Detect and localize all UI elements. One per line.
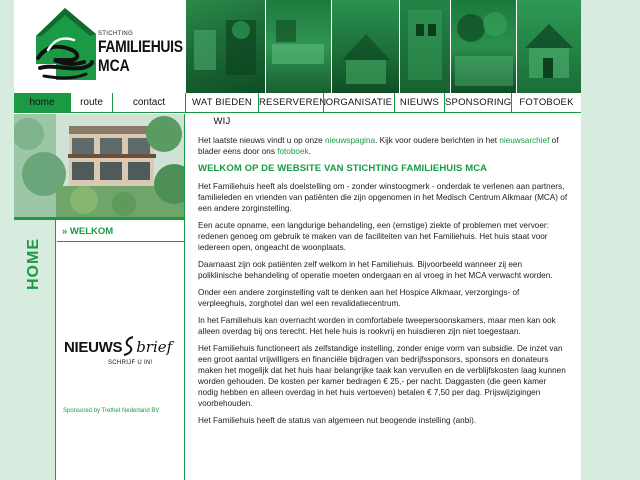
house-photo xyxy=(14,114,184,217)
nieuwspagina-link[interactable]: nieuwspagina xyxy=(324,136,376,145)
navigation-bar xyxy=(14,93,581,127)
nav-fotoboek[interactable]: FOTOBOEK xyxy=(511,93,581,113)
nieuwsbrief-word-1: NIEUWS xyxy=(64,339,123,356)
content-paragraph: Het Familiehuis heeft de status van algemeen nut beogende instelling (anbi). xyxy=(198,416,477,425)
header-photo-2 xyxy=(265,0,331,93)
sidebar-welkom-link[interactable] xyxy=(57,220,184,242)
intro-text-3: of blader eens door ons xyxy=(198,136,559,156)
welkom-label: » WELKOM xyxy=(62,226,114,237)
nav-sponsoring[interactable]: SPONSORING xyxy=(444,93,511,113)
swoosh-icon xyxy=(122,335,136,357)
nav-organisatie[interactable]: ORGANISATIE xyxy=(323,93,394,113)
header-photo-3 xyxy=(331,0,399,93)
house-hands-logo-icon xyxy=(32,6,98,84)
page-margin-left xyxy=(0,0,14,480)
intro-text-1: Het laatste nieuws vindt u op onze xyxy=(198,136,325,145)
intro-paragraph xyxy=(198,135,568,157)
page-margin-right xyxy=(581,0,640,480)
intro-text-4: . xyxy=(308,147,311,156)
subnav-contact[interactable]: contact xyxy=(132,97,166,108)
content-paragraph: Onder een andere zorginstelling valt te denken aan het Hospice Alkmaar, verzorgings- of verpleeghuis, zorghotel dan wel een revalidatiecentrum. xyxy=(198,288,520,308)
nieuwsbrief-banner[interactable] xyxy=(64,335,173,366)
sidebar xyxy=(14,114,185,480)
site-logo[interactable] xyxy=(14,0,184,93)
subnav-route[interactable]: route xyxy=(71,93,113,113)
logo-stichting: STICHTING xyxy=(98,31,134,37)
subnav-home[interactable]: home xyxy=(14,93,71,113)
header-photo-6 xyxy=(516,0,581,93)
header-photo-4 xyxy=(399,0,450,93)
main-navigation xyxy=(185,93,581,127)
nieuwsbrief-subscribe: SCHRIJF U IN! xyxy=(108,360,153,366)
nav-reserveren[interactable]: RESERVEREN xyxy=(258,93,323,113)
home-vertical-label xyxy=(14,220,56,480)
nav-wat-bieden-wij[interactable]: WAT BIEDEN WIJ xyxy=(185,93,258,113)
logo-line2: MCA xyxy=(98,56,130,75)
sub-navigation xyxy=(14,93,185,113)
logo-line1: FAMILIEHUIS xyxy=(98,37,183,56)
nieuwsarchief-link[interactable]: nieuwsarchief xyxy=(499,136,550,145)
home-label: HOME xyxy=(25,238,42,290)
page-title: WELKOM OP DE WEBSITE VAN STICHTING FAMILIEHUIS MCA xyxy=(198,163,488,174)
nav-nieuws[interactable]: NIEUWS xyxy=(394,93,444,113)
content-paragraph: Een acute opname, een langdurige behandeling, een (ernstige) ziekte of problemen met vervoer: redenen genoeg om gebruik te maken van de faciliteiten van het Familiehuis. Het huis staat voor iedereen open, ongeacht de woonplaats. xyxy=(198,221,549,252)
content-paragraph: In het Familiehuis kan overnacht worden in comfortabele tweepersoonskamers, maar men kan ook alleen overdag bij ons terecht. Het hele huis is rookvrij en huisdieren zijn niet toegestaan. xyxy=(198,316,556,336)
fotoboek-link[interactable]: fotoboek xyxy=(277,147,309,156)
nieuwsbrief-word-2: brief xyxy=(136,338,173,356)
content-paragraph: Het Familiehuis functioneert als zelfstandige instelling, zonder enige vorm van subsidie. De inzet van een groot aantal vrijwilligers en financiële bijdragen van bedrijfssponsors, sponsors en donateurs maken het mogelijk dat het huis haar belangrijke taak kan vervullen en de verblijfskosten laag kunnen worden gehouden. De kosten per kamer bedragen € 25,- per nacht. Daggasten (die geen kamer nodig hebben en alleen overdag in het huis vertoeven) betalen € 7,50 per dag. Prijswijzigingen voorbehouden. xyxy=(198,344,566,408)
main-content xyxy=(198,135,568,432)
content-paragraph: Het Familiehuis heeft als doelstelling om - zonder winstoogmerk - onderdak te verlenen aan partners, familieleden en vrienden van patiënten die zijn opgenomen in het Medisch Centrum Alkmaar (MCA) of een andere zorginstelling. xyxy=(198,182,568,213)
header-photo-strip xyxy=(185,0,581,93)
content-paragraph: Daarnaast zijn ook patiënten zelf welkom in het Familiehuis. Bijvoorbeeld wanneer zij een poliklinische behandeling of operatie moeten ondergaan en al vroeg in het MCA verwacht worden. xyxy=(198,260,553,280)
page-wrapper xyxy=(14,0,581,480)
sponsor-text: Sponsored by Trethet Nederland BV xyxy=(63,408,160,414)
header-photo-5 xyxy=(450,0,516,93)
header-photo-1 xyxy=(185,0,265,93)
intro-text-2: . Kijk voor oudere berichten in het xyxy=(375,136,500,145)
